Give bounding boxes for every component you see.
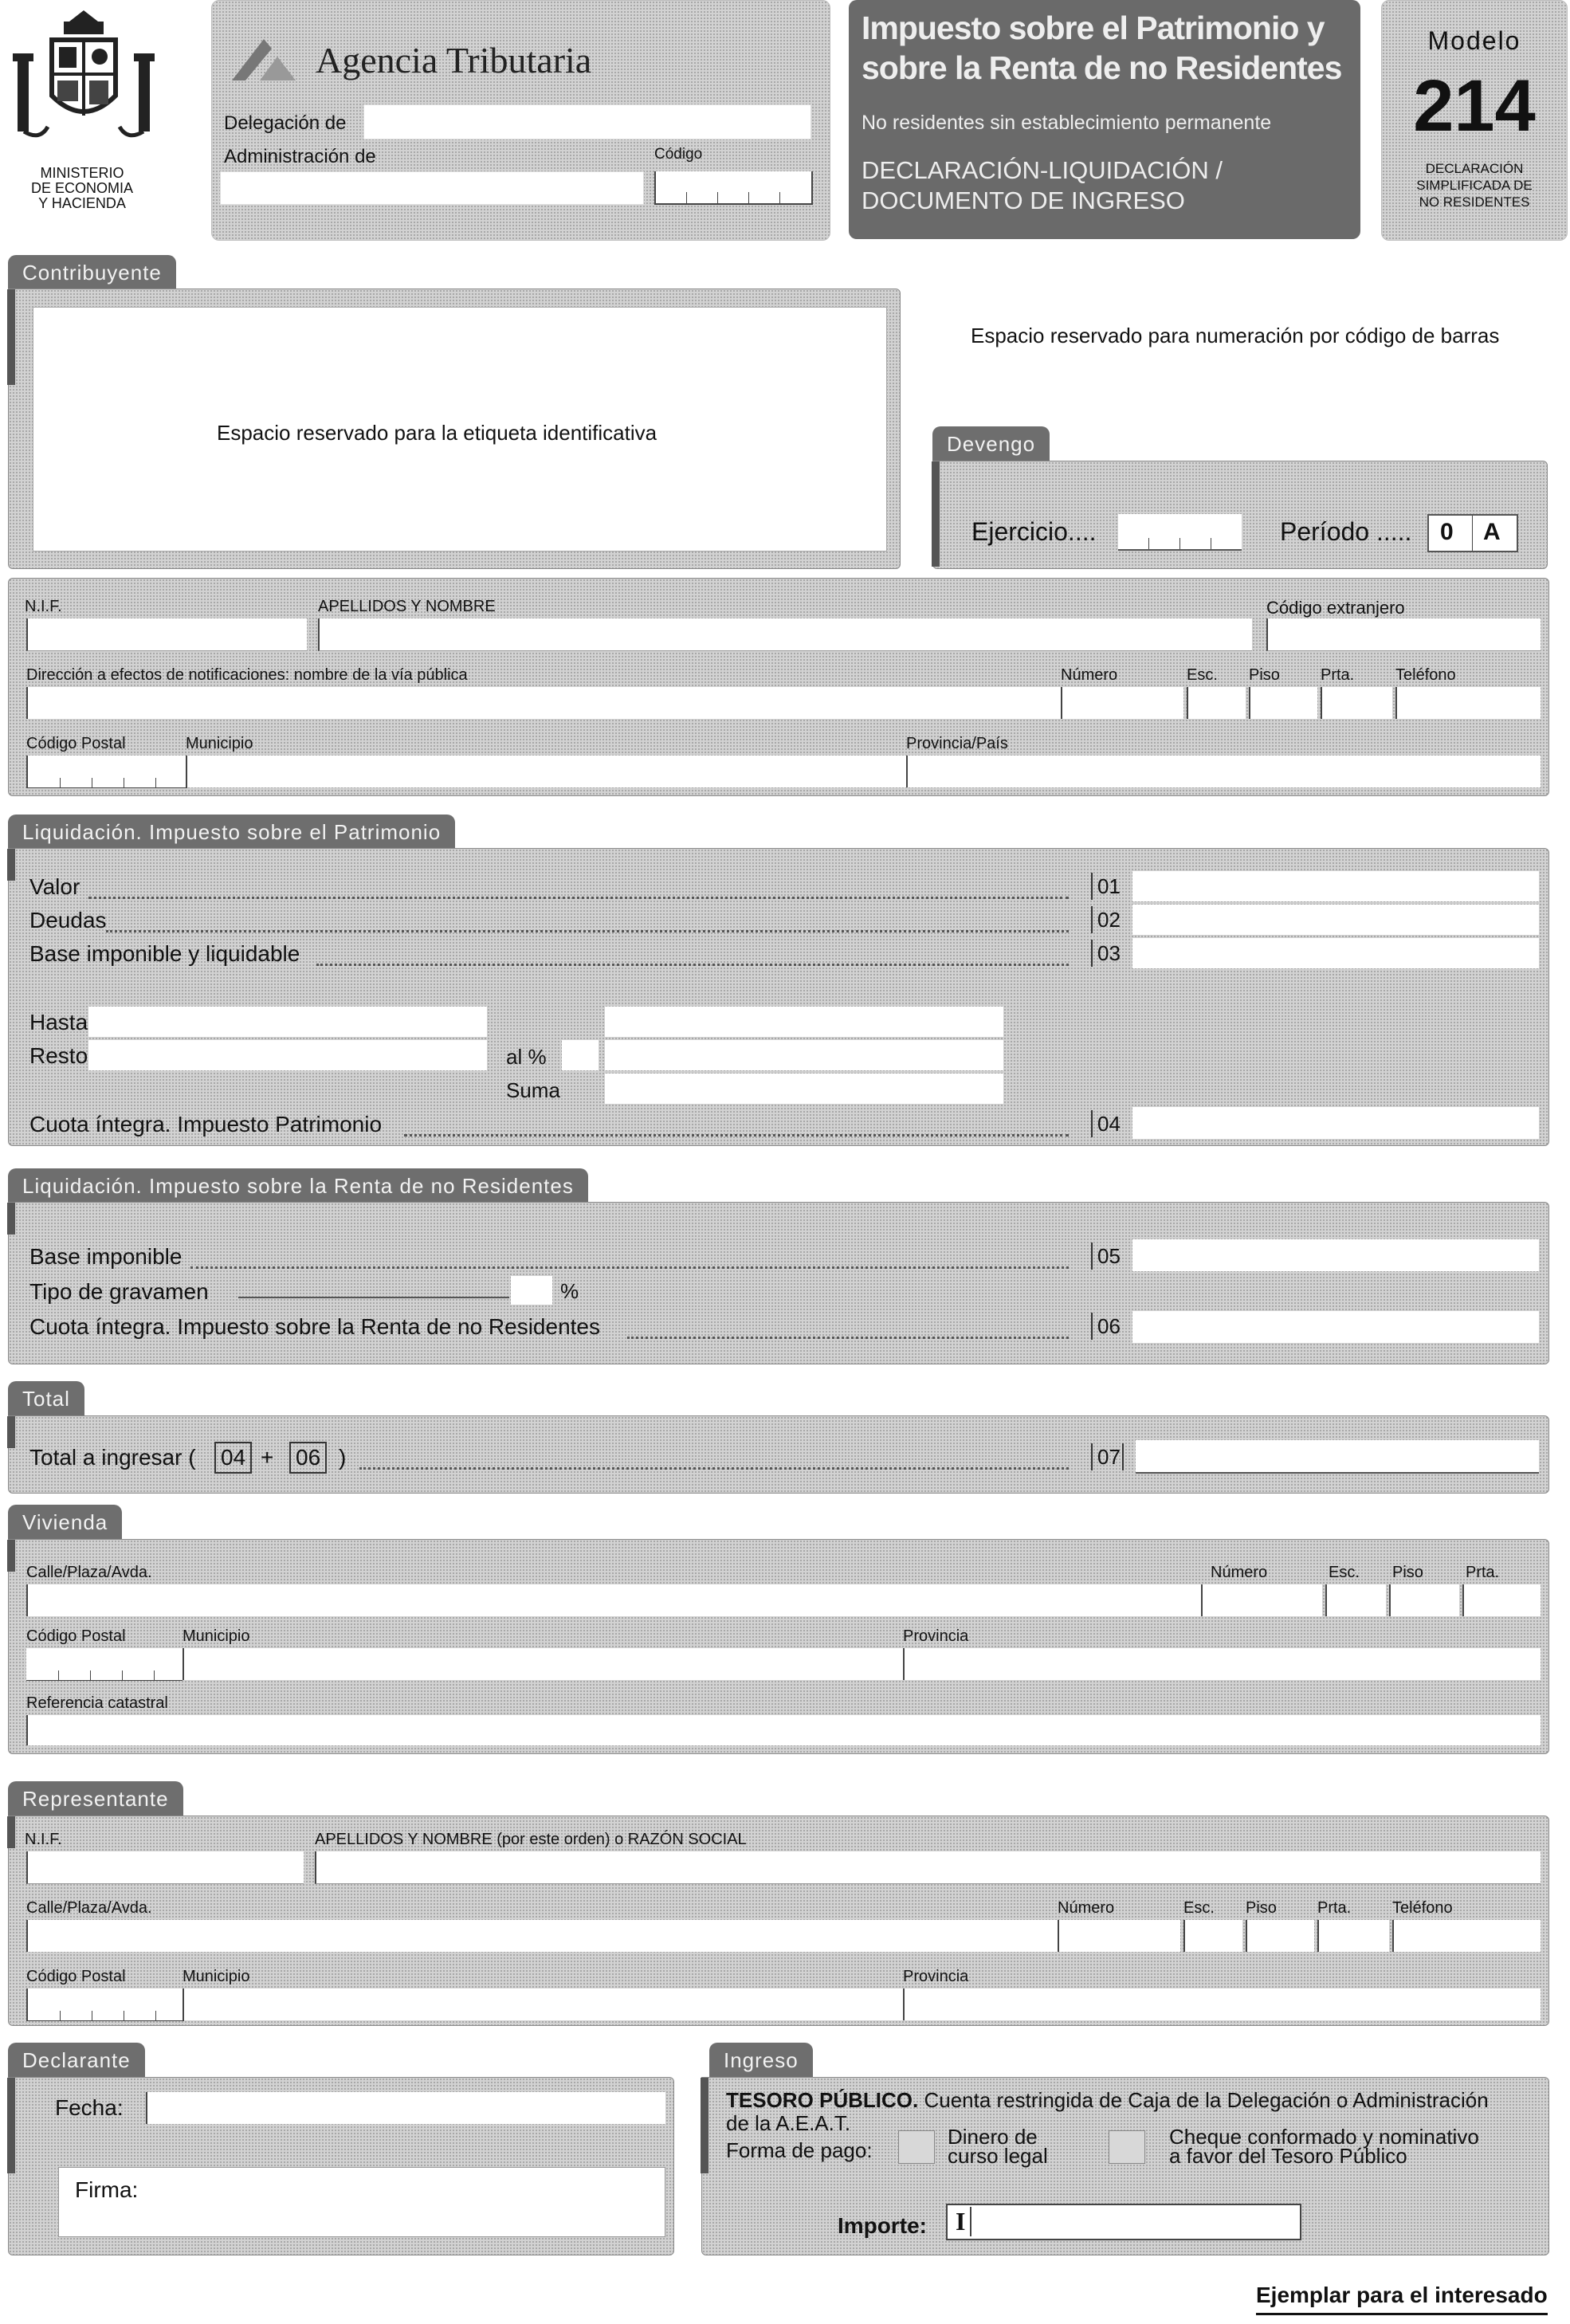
casilla-02: 02 [1091, 906, 1121, 933]
suma-label: Suma [506, 1078, 560, 1102]
agency-panel [211, 0, 830, 241]
rep-calle-label: Calle/Plaza/Avda. [26, 1899, 152, 1917]
ministry-name: MINISTERIO DE ECONOMIA Y HACIENDA [30, 165, 133, 211]
telefono-field[interactable] [1395, 687, 1541, 719]
rep-calle-field[interactable] [26, 1920, 1064, 1952]
rep-cp-label: Código Postal [26, 1968, 126, 1985]
doc-type-line1: DECLARACIÓN-LIQUIDACIÓN / [862, 156, 1223, 184]
periodo-value-2: A [1483, 519, 1501, 545]
tesoro-text-2: de la A.E.A.T. [726, 2111, 851, 2135]
label-space-text: Espacio reservado para la etiqueta identificativa [217, 421, 657, 445]
vivienda-calle-field[interactable] [26, 1584, 1206, 1616]
vivienda-provincia-label: Provincia [903, 1627, 969, 1645]
tab-declarante: Declarante [8, 2043, 145, 2078]
cheque-label: Cheque conformado y nominativo a favor del Tesoro Público [1169, 2125, 1479, 2168]
hasta-field[interactable] [88, 1007, 487, 1037]
rep-apellidos-label: APELLIDOS Y NOMBRE (por este orden) o RAZÓN SOCIAL [315, 1831, 747, 1848]
tipo-gravamen-field[interactable] [511, 1276, 552, 1305]
casilla-05: 05 [1091, 1242, 1121, 1270]
total-panel [8, 1415, 1549, 1494]
nif-label: N.I.F. [25, 598, 62, 615]
codigo-extranjero-label: Código extranjero [1266, 598, 1405, 618]
provincia-pais-field[interactable] [906, 756, 1541, 787]
importe-prefix: I [956, 2207, 971, 2236]
vivienda-numero-label: Número [1211, 1564, 1268, 1581]
tab-representante: Representante [8, 1781, 183, 1816]
codigo-postal-field[interactable] [26, 756, 187, 788]
codigo-field[interactable] [654, 171, 813, 205]
patrimonio-panel [8, 848, 1549, 1146]
prta-field[interactable] [1321, 687, 1392, 719]
codigo-postal-label: Código Postal [26, 735, 126, 752]
vivienda-prta-label: Prta. [1466, 1564, 1500, 1581]
delegacion-label: Delegación de [224, 112, 347, 134]
periodo-value-1: 0 [1440, 519, 1454, 545]
vivienda-piso-field[interactable] [1389, 1584, 1459, 1616]
doc-type-line2: DOCUMENTO DE INGRESO [862, 186, 1185, 214]
ejercicio-label: Ejercicio.... [971, 517, 1097, 546]
piso-label: Piso [1249, 666, 1280, 684]
numero-label: Número [1061, 666, 1118, 684]
codigo-label: Código [654, 146, 703, 163]
rep-piso-label: Piso [1246, 1899, 1277, 1917]
tesoro-text: TESORO PÚBLICO. Cuenta restringida de Caja de la Delegación o Administración [726, 2088, 1489, 2112]
total-close: ) [339, 1445, 347, 1470]
tab-ingreso: Ingreso [709, 2043, 813, 2078]
resto-label: Resto [29, 1043, 88, 1068]
casilla-07: 07 [1091, 1443, 1124, 1470]
cheque-checkbox[interactable] [1109, 2130, 1145, 2164]
pct-label: % [560, 1279, 579, 1303]
apellidos-label: APELLIDOS Y NOMBRE [318, 598, 496, 615]
tipo-gravamen-label: Tipo de gravamen [29, 1279, 209, 1304]
esc-field[interactable] [1187, 687, 1246, 719]
al-pct-field[interactable] [562, 1040, 599, 1070]
vivienda-numero-field[interactable] [1201, 1584, 1322, 1616]
total-ref-06: 06 [289, 1442, 327, 1474]
vivienda-esc-field[interactable] [1325, 1584, 1386, 1616]
rep-esc-field[interactable] [1183, 1920, 1242, 1952]
rep-piso-field[interactable] [1246, 1920, 1314, 1952]
casilla-01: 01 [1091, 873, 1121, 900]
form-title-line1: Impuesto sobre el Patrimonio y [862, 10, 1325, 46]
vivienda-cp-field[interactable] [26, 1648, 183, 1681]
base-imponible-label: Base imponible [29, 1244, 183, 1269]
firma-label: Firma: [75, 2177, 139, 2202]
suma-field[interactable] [605, 1074, 1003, 1104]
tab-patrimonio: Liquidación. Impuesto sobre el Patrimonio [8, 815, 455, 850]
vivienda-provincia-field[interactable] [903, 1648, 1541, 1680]
provincia-pais-label: Provincia/País [906, 735, 1008, 752]
telefono-label: Teléfono [1395, 666, 1456, 684]
al-pct-label: al % [506, 1045, 547, 1069]
representante-panel [8, 1816, 1549, 2026]
total-plus: + [261, 1445, 274, 1470]
base-imponible-field[interactable] [1132, 1239, 1539, 1271]
rep-numero-field[interactable] [1058, 1920, 1180, 1952]
form-title-line2: sobre la Renta de no Residentes [862, 49, 1342, 86]
vivienda-municipio-label: Municipio [183, 1627, 250, 1645]
tab-contribuyente: Contribuyente [8, 255, 176, 290]
referencia-catastral-label: Referencia catastral [26, 1694, 168, 1712]
tab-devengo: Devengo [932, 426, 1050, 461]
total-field[interactable] [1136, 1440, 1539, 1474]
modelo-description: DECLARACIÓN SIMPLIFICADA DE NO RESIDENTES [1416, 161, 1533, 210]
rep-telefono-label: Teléfono [1392, 1899, 1453, 1917]
vivienda-calle-label: Calle/Plaza/Avda. [26, 1564, 152, 1581]
apellidos-field[interactable] [318, 618, 1252, 651]
cuota-patrimonio-label: Cuota íntegra. Impuesto Patrimonio [29, 1112, 383, 1136]
codigo-extranjero-field[interactable] [1266, 618, 1541, 651]
vivienda-prta-field[interactable] [1462, 1584, 1541, 1616]
taxpayer-data-panel [8, 578, 1549, 796]
dinero-label: Dinero de curso legal [948, 2125, 1048, 2168]
valor-field[interactable] [1132, 871, 1539, 901]
vivienda-piso-label: Piso [1392, 1564, 1423, 1581]
contribuyente-panel [8, 289, 901, 569]
form-subtitle: No residentes sin establecimiento permanente [862, 112, 1272, 134]
vivienda-cp-label: Código Postal [26, 1627, 126, 1645]
rep-provincia-field[interactable] [903, 1988, 1541, 2020]
direccion-label: Dirección a efectos de notificaciones: nombre de la vía pública [26, 666, 468, 684]
modelo-number: 214 [1413, 65, 1536, 147]
agency-logo-icon [228, 33, 300, 88]
numero-field[interactable] [1061, 687, 1183, 719]
direccion-field[interactable] [26, 687, 1064, 719]
cuota-renta-label: Cuota íntegra. Impuesto sobre la Renta de no Residentes [29, 1314, 600, 1339]
hasta-cuota-field[interactable] [605, 1007, 1003, 1037]
casilla-04: 04 [1091, 1110, 1121, 1137]
casilla-03: 03 [1091, 940, 1121, 967]
forma-pago-label: Forma de pago: [726, 2138, 873, 2162]
administracion-field[interactable] [220, 171, 644, 205]
vivienda-panel [8, 1539, 1549, 1754]
rep-esc-label: Esc. [1183, 1899, 1215, 1917]
total-label: Total a ingresar ( [29, 1445, 196, 1470]
modelo-label: Modelo [1427, 26, 1521, 55]
periodo-label: Período ..... [1280, 517, 1412, 546]
rep-numero-label: Número [1058, 1899, 1115, 1917]
rep-prta-label: Prta. [1317, 1899, 1352, 1917]
title-panel [849, 0, 1360, 239]
ministry-emblem [8, 4, 159, 163]
devengo-panel [932, 461, 1548, 569]
rep-municipio-field[interactable] [183, 1988, 906, 2020]
rep-nif-label: N.I.F. [25, 1831, 62, 1848]
barcode-space-text: Espacio reservado para numeración por código de barras [971, 324, 1500, 347]
municipio-label: Municipio [186, 735, 253, 752]
nif-field[interactable] [26, 618, 307, 651]
dinero-checkbox[interactable] [898, 2130, 935, 2164]
firma-area[interactable] [58, 2167, 665, 2237]
declarante-panel [8, 2077, 674, 2255]
deudas-field[interactable] [1132, 905, 1539, 935]
label-area [33, 307, 887, 552]
fecha-label: Fecha: [55, 2095, 124, 2120]
renta-panel [8, 1202, 1549, 1364]
valor-label: Valor [29, 874, 80, 899]
ingreso-panel [701, 2077, 1549, 2255]
administracion-label: Administración de [224, 146, 376, 167]
casilla-06: 06 [1091, 1313, 1121, 1340]
cuota-renta-field[interactable] [1132, 1311, 1539, 1343]
ejercicio-field[interactable] [1118, 514, 1242, 551]
total-ref-04: 04 [214, 1442, 252, 1474]
rep-municipio-label: Municipio [183, 1968, 250, 1985]
vivienda-esc-label: Esc. [1329, 1564, 1360, 1581]
footer-copy-label: Ejemplar para el interesado [1256, 2283, 1548, 2315]
resto-field[interactable] [88, 1040, 487, 1070]
rep-prta-field[interactable] [1317, 1920, 1389, 1952]
fecha-field[interactable] [146, 2092, 665, 2124]
modelo-panel [1381, 0, 1568, 241]
base-label: Base imponible y liquidable [29, 941, 300, 966]
rep-provincia-label: Provincia [903, 1968, 969, 1985]
periodo-field[interactable] [1427, 514, 1518, 552]
tab-total: Total [8, 1381, 84, 1416]
agency-name: Agencia Tributaria [316, 40, 592, 80]
tab-renta: Liquidación. Impuesto sobre la Renta de no Residentes [8, 1168, 588, 1203]
importe-label: Importe: [838, 2213, 927, 2238]
esc-label: Esc. [1187, 666, 1218, 684]
municipio-field[interactable] [186, 756, 913, 787]
rep-nif-field[interactable] [26, 1851, 304, 1884]
vivienda-municipio-field[interactable] [183, 1648, 906, 1680]
rep-apellidos-field[interactable] [315, 1851, 1541, 1884]
rep-telefono-field[interactable] [1392, 1920, 1541, 1952]
base-field[interactable] [1132, 938, 1539, 968]
rep-cp-field[interactable] [26, 1988, 184, 2021]
deudas-label: Deudas [29, 908, 107, 932]
piso-field[interactable] [1249, 687, 1317, 719]
importe-field[interactable] [946, 2204, 1301, 2240]
delegacion-field[interactable] [363, 104, 811, 139]
resto-cuota-field[interactable] [605, 1040, 1003, 1070]
referencia-catastral-field[interactable] [26, 1715, 1541, 1745]
cuota-patrimonio-field[interactable] [1132, 1107, 1539, 1139]
hasta-label: Hasta [29, 1010, 88, 1034]
tab-vivienda: Vivienda [8, 1505, 122, 1540]
prta-label: Prta. [1321, 666, 1355, 684]
